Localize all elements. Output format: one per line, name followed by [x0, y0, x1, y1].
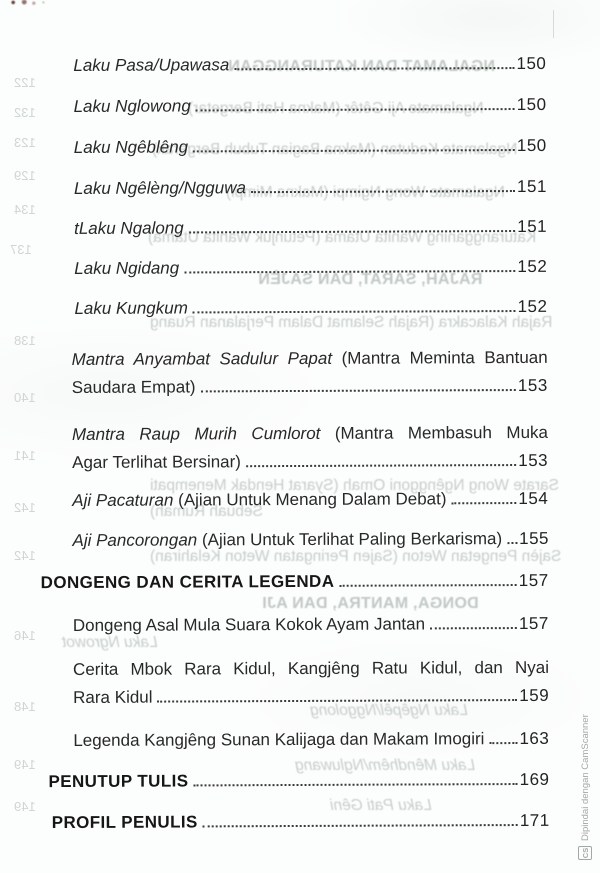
dot-leader — [184, 270, 515, 273]
dot-leader — [430, 627, 517, 629]
entry-line2: Rara Kidul — [73, 687, 153, 707]
entry-title-italic: Laku Ngidang — [74, 258, 180, 278]
page-number: 150 — [516, 135, 547, 156]
entry-title-italic: Laku Nglowong — [73, 96, 191, 116]
bleedthrough-text: Laku Mêndhêm/Ngluwang — [295, 757, 476, 774]
bleedthrough-page-number: 142 — [14, 500, 36, 515]
bleedthrough-text: Katurangganing Wanita Utama (Petunjuk Wanita Utama) — [148, 229, 537, 246]
entry-title-italic: Laku Kungkum — [74, 298, 188, 318]
entry-line2: Agar Terlihat Bersinar) — [72, 452, 241, 472]
entry-line2-row — [72, 451, 548, 473]
bleedthrough-page-number: 141 — [14, 448, 36, 463]
bleedthrough-text: DONGA, MANTRA, DAN AJI — [262, 595, 479, 612]
dot-leader — [196, 108, 515, 111]
bleedthrough-text: Sajèn Pengetan Weton (Sajen Peringatan Weton Kelahiran) — [150, 548, 562, 565]
toc-heading — [52, 811, 550, 833]
toc-entry — [72, 489, 548, 511]
page-number: 153 — [517, 375, 548, 396]
camscanner-label: Dipindai dengan CamScanner — [579, 714, 591, 841]
bleedthrough-text: Rajah Kalacakra (Rajah Selamat Dalam Perjalanan Ruang — [150, 314, 553, 331]
entry-title-italic: Mantra Raup Murih Cumlorot — [71, 423, 321, 444]
page-number: 150 — [516, 94, 547, 115]
bleedthrough-page-number: 122 — [14, 75, 36, 90]
camscanner-logo-icon: CS — [578, 846, 592, 860]
toc-entry — [73, 729, 549, 751]
toc-entry — [72, 529, 548, 551]
bleedthrough-page-number: 149 — [14, 799, 36, 814]
entry-line1 — [72, 423, 548, 445]
scan-artifact-edge-line — [553, 10, 554, 38]
entry-title-italic: Aji Pancorongan — [72, 530, 198, 550]
page-number: 155 — [519, 528, 550, 549]
dot-leader — [203, 824, 518, 827]
entry-title: (Mantra Membasuh Muka — [334, 422, 549, 443]
bleedthrough-text: RAJAH, SARAT, DAN SAJÈN — [258, 271, 483, 288]
bleedthrough-page-number: 138 — [14, 333, 36, 348]
entry-title: PENUTUP TULIS — [48, 771, 189, 792]
bleedthrough-page-number: 129 — [14, 168, 36, 183]
toc-entry — [74, 177, 547, 199]
bleedthrough-page-number: 132 — [14, 105, 36, 120]
page-number: 152 — [517, 296, 548, 317]
toc-entry — [74, 136, 547, 158]
entry-title: (Mantra Meminta Bantuan — [341, 347, 548, 368]
bleedthrough-page-number: 134 — [14, 202, 36, 217]
page-number: 159 — [519, 685, 550, 706]
dot-leader — [193, 783, 517, 786]
dot-leader — [339, 584, 516, 587]
bleedthrough-text: Laku Pati Gêni — [330, 797, 432, 814]
dot-leader — [193, 310, 516, 313]
bleedthrough-text: NGALAMAT DAN KATURANGGAN — [228, 58, 496, 75]
toc-entry — [73, 54, 546, 76]
page-number: 154 — [518, 488, 549, 509]
bleedthrough-text: Ngalamate Kedutan (Makna Bagian Tubuh Bergerak) — [152, 141, 518, 158]
dot-leader — [193, 149, 515, 152]
entry-line2-row — [72, 376, 548, 398]
toc-entry — [74, 297, 547, 319]
toc — [38, 0, 553, 873]
bleedthrough-text: Laku Ngrowot — [62, 634, 158, 651]
entry-title-italic: Laku Ngêblêng — [73, 137, 189, 157]
dot-leader — [489, 742, 517, 744]
bleedthrough-text: Ngalamate Wong Ngimpi (Makna Mimpi) — [226, 184, 505, 201]
bleedthrough-page-number: 148 — [14, 699, 36, 714]
bleedthrough-page-number: 140 — [14, 390, 36, 405]
toc-entry — [72, 423, 548, 473]
toc-heading — [48, 770, 549, 792]
entry-title: Dongeng Asal Mula Suara Kokok Ayam Jantan — [72, 614, 426, 635]
dot-leader — [246, 464, 516, 467]
bleedthrough-page-number: 146 — [14, 628, 36, 643]
dot-leader — [251, 190, 515, 193]
page-number: 151 — [517, 216, 548, 237]
toc-entry — [73, 614, 549, 636]
entry-title-italic: Laku Ngêlèng/Ngguwa — [73, 178, 246, 198]
entry-title: Cerita Mbok Rara Kidul, Kangjêng Ratu Kidul, dan Nyai — [72, 657, 550, 679]
entry-line1 — [73, 658, 549, 680]
scan-artifact-smudge — [6, 0, 54, 8]
entry-title: (Ajian Untuk Terlihat Paling Berkarisma) — [201, 529, 503, 550]
bleedthrough-page-number: 137 — [10, 242, 32, 257]
bleedthrough-page-number: 142 — [14, 548, 36, 563]
entry-line1 — [72, 348, 548, 370]
entry-title-italic: tLaku Ngalong — [74, 218, 184, 238]
page-number: 171 — [519, 810, 550, 831]
entry-title-italic: Aji Pacaturan — [72, 490, 174, 510]
entry-title: DONGENG DAN CERITA LEGENDA — [40, 571, 335, 593]
dot-leader — [189, 230, 515, 233]
bleedthrough-text: Ngalamate Aji Gêtêr (Makna Hati Bergetar) — [188, 100, 484, 117]
page-number: 152 — [517, 256, 548, 277]
page-number: 151 — [516, 176, 547, 197]
page-number: 150 — [516, 53, 547, 74]
dot-leader — [452, 502, 517, 504]
toc-entry — [72, 348, 548, 398]
entry-line2-row — [73, 686, 549, 708]
dot-leader — [201, 389, 516, 392]
toc-heading — [41, 571, 549, 593]
entry-title: (Ajian Untuk Menang Dalam Debat) — [178, 489, 447, 510]
toc-entry — [74, 257, 547, 279]
toc-entry — [74, 217, 547, 239]
entry-title-italic: Laku Pasa/Upawasa — [73, 55, 230, 75]
entry-title: Legenda Kangjêng Sunan Kalijaga dan Makam Imogiri — [73, 729, 485, 750]
bleedthrough-text: Sarate Wong Ngênggoni Omah (Syarat Hendak Menempati — [150, 477, 559, 494]
dot-leader — [158, 699, 518, 703]
toc-entry — [74, 95, 547, 117]
dot-leader — [507, 542, 517, 544]
entry-title-italic: Mantra Anyambat Sadulur Papat — [71, 348, 333, 369]
dot-leader — [234, 67, 514, 70]
page-number: 157 — [518, 570, 549, 591]
entry-line2: Saudara Empat) — [71, 377, 196, 397]
bleedthrough-page-number: 149 — [14, 757, 36, 772]
entry-title: PROFIL PENULIS — [51, 812, 198, 833]
bleedthrough-page-number: 123 — [14, 135, 36, 150]
bleedthrough-text: Sebuah Rumah) — [150, 503, 263, 520]
page-number: 163 — [519, 728, 550, 749]
toc-entry — [73, 658, 549, 708]
page-number: 169 — [519, 769, 550, 790]
page-number: 153 — [518, 450, 549, 471]
camscanner-watermark — [578, 714, 592, 860]
bleedthrough-text: Laku Ngêpêl/Nggolong — [310, 702, 468, 719]
page-number: 157 — [518, 613, 549, 634]
